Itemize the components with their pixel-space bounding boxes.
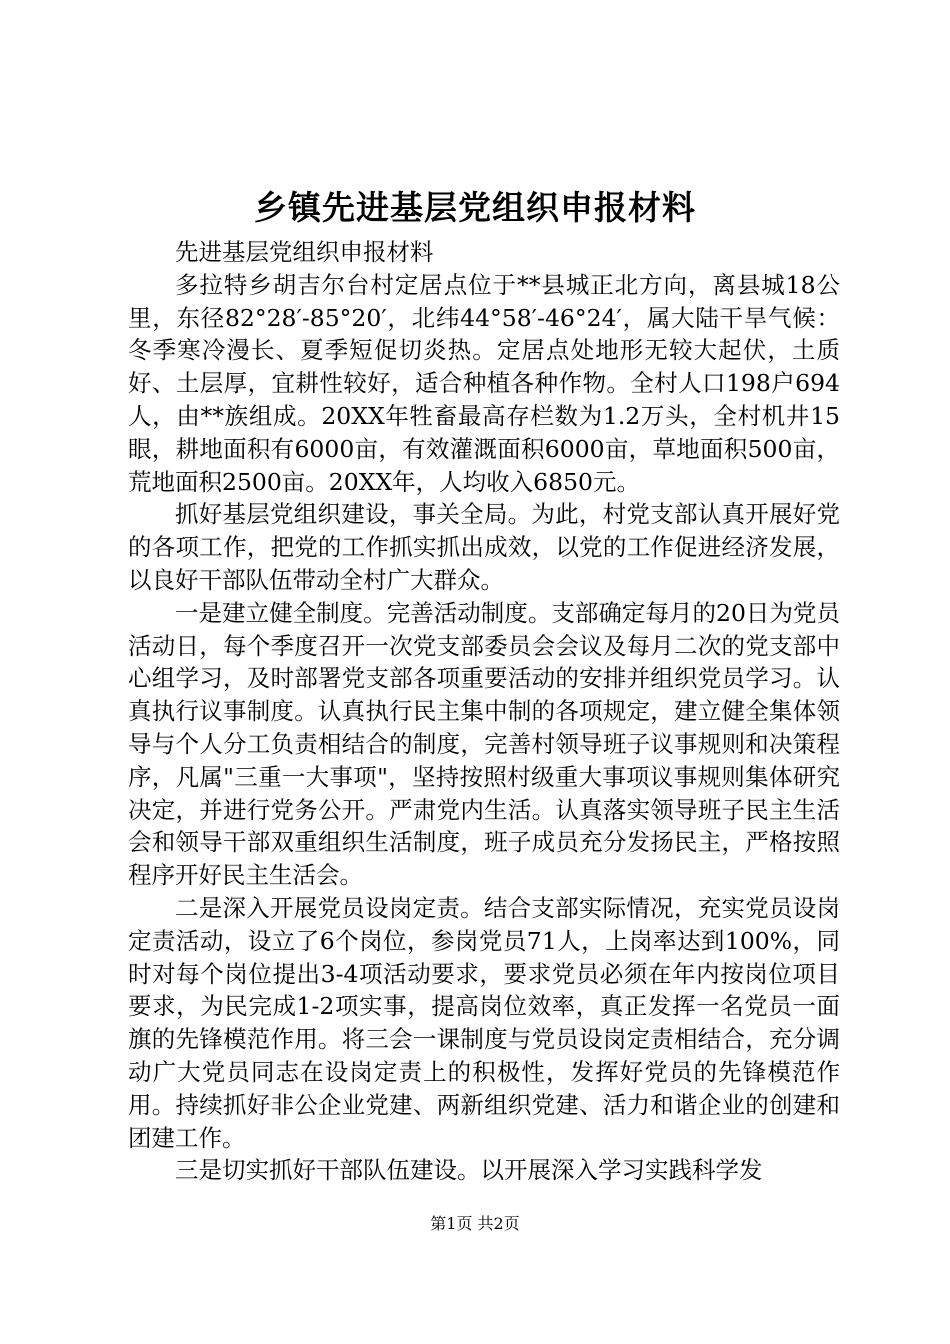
- document-body: [128, 236, 840, 1187]
- paragraph-party-building: 抓好基层党组织建设，事关全局。为此，村党支部认真开展好党的各项工作，把党的工作抓实抓出成效，以党的工作促进经济发展，以良好干部队伍带动全村广大群众。: [128, 500, 840, 594]
- paragraph-system-building: 一是建立健全制度。完善活动制度。支部确定每月的20日为党员活动日，每个季度召开一次党支部委员会会议及每月二次的党支部中心组学习，及时部署党支部各项重要活动的安排并组织党员学习。认真执行议事制度。认真执行民主集中制的各项规定，建立健全集体领导与个人分工负责相结合的制度，完善村领导班子议事规则和决策程序，凡属"三重一大事项"，坚持按照村级重大事项议事规则集体研究决定，并进行党务公开。严肃党内生活。认真落实领导班子民主生活会和领导干部双重组织生活制度，班子成员充分发扬民主，严格按照程序开好民主生活会。: [128, 598, 840, 890]
- paragraph-village-overview: 多拉特乡胡吉尔台村定居点位于**县城正北方向，离县城18公里，东径82°28′-85°20′，北纬44°58′-46°24′，属大陆干旱气候：冬季寒冷漫长、夏季短促切炎热。定居点处地形无较大起伏，土质好、土层厚，宜耕性较好，适合种植各种作物。全村人口198户694人，由**族组成。20XX年牲畜最高存栏数为1.2万头，全村机井15眼，耕地面积有6000亩，有效灌溉面积6000亩，草地面积500亩，荒地面积2500亩。20XX年，人均收入6850元。: [128, 270, 840, 496]
- document-title: 乡镇先进基层党组织申报材料: [254, 188, 696, 227]
- paragraph-post-responsibility: 二是深入开展党员设岗定责。结合支部实际情况，充实党员设岗定责活动，设立了6个岗位，参岗党员71人，上岗率达到100%，同时对每个岗位提出3-4项活动要求，要求党员必须在年内按岗位项目要求，为民完成1-2项实事，提高岗位效率，真正发挥一名党员一面旗的先锋模范作用。将三会一课制度与党员设岗定责相结合，充分调动广大党员同志在设岗定责上的积极性，发挥好党员的先锋模范作用。持续抓好非公企业党建、两新组织党建、活力和谐企业的创建和团建工作。: [128, 893, 840, 1152]
- paragraph-subtitle: 先进基层党组织申报材料: [175, 238, 434, 266]
- paragraph-cadre-building: 三是切实抓好干部队伍建设。以开展深入学习实践科学发: [175, 1156, 763, 1185]
- page-footer: 第1页 共2页: [430, 1214, 520, 1233]
